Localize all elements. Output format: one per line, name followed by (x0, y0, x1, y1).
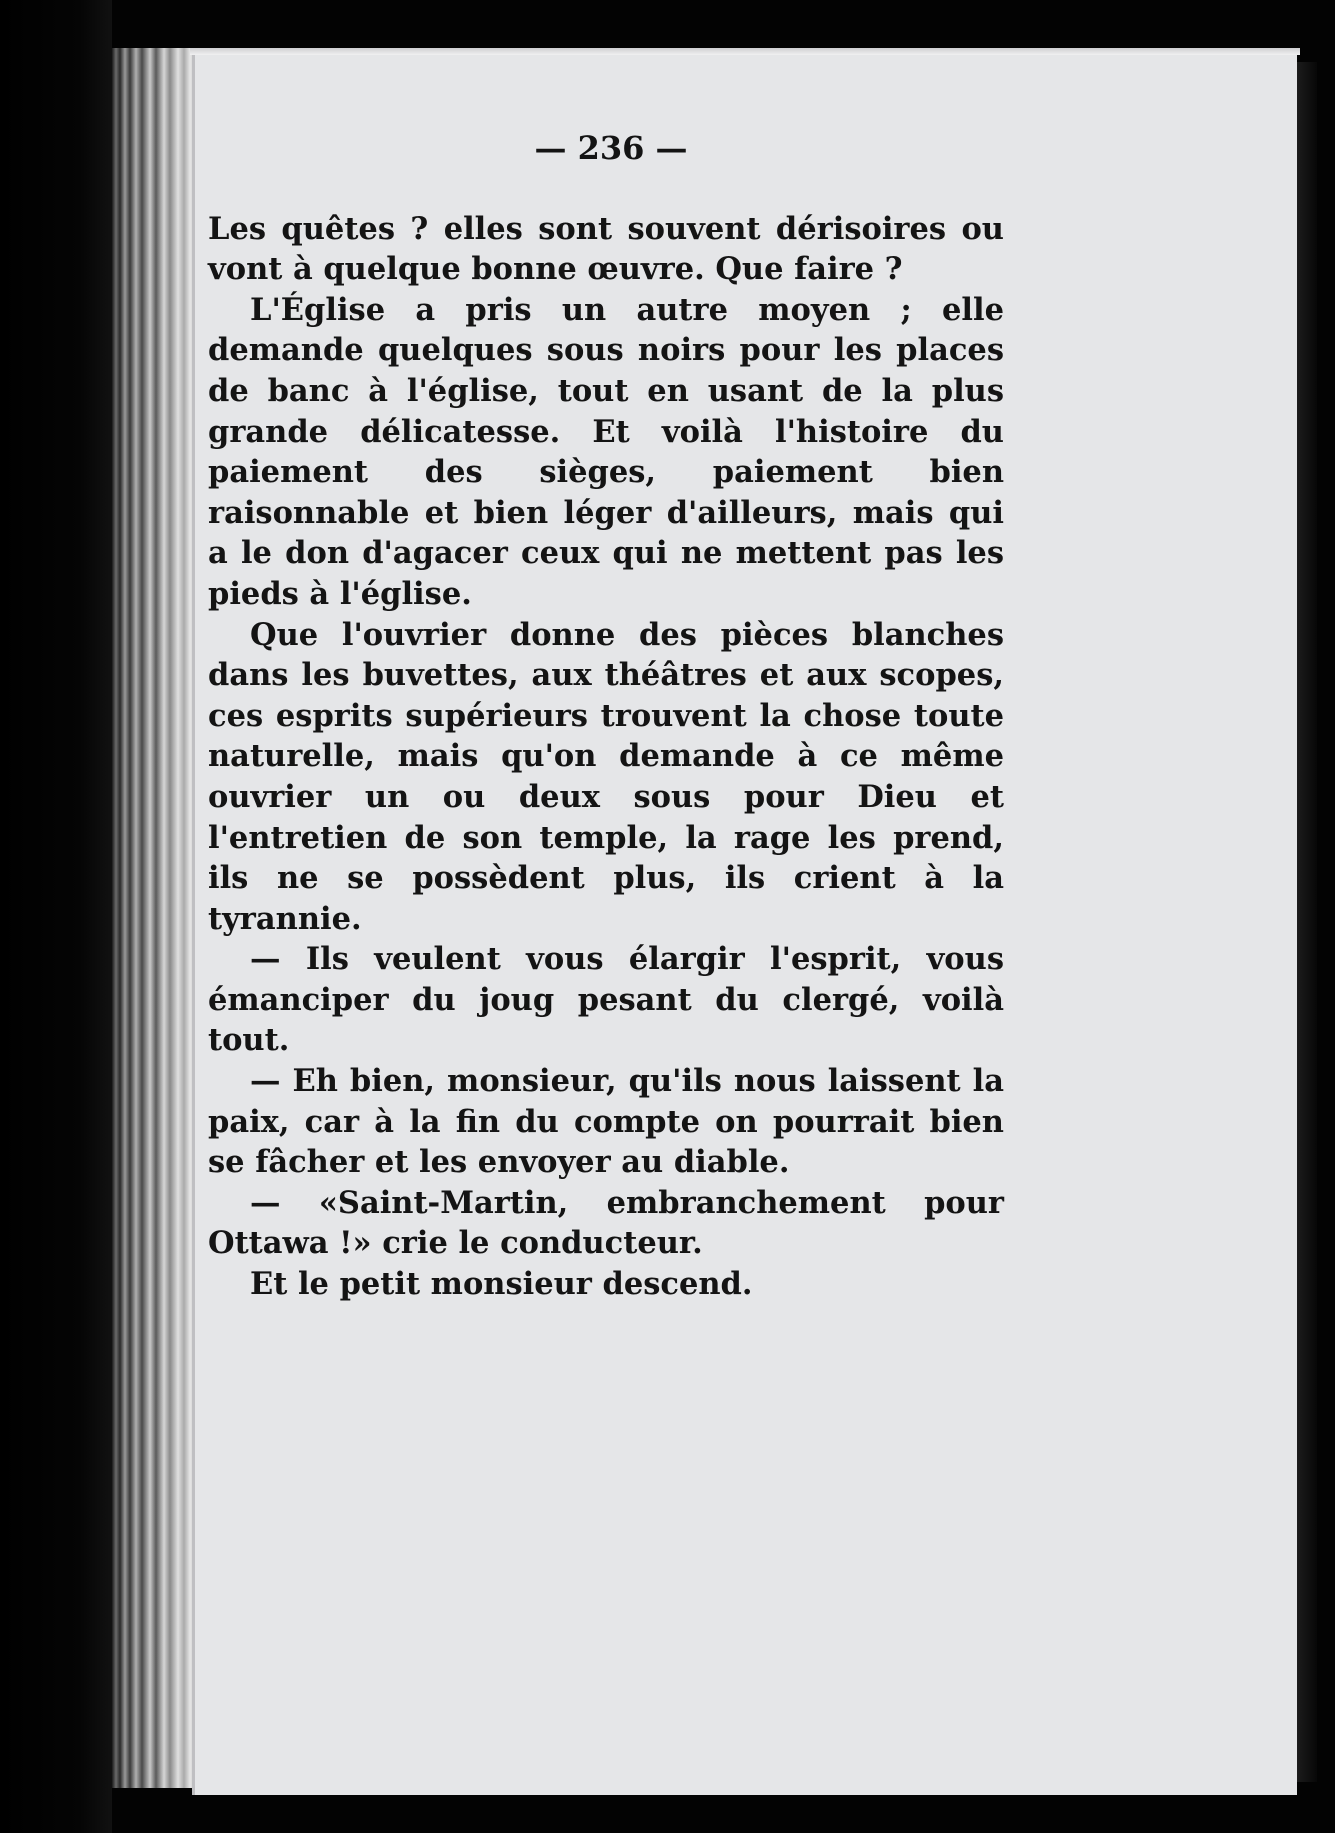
right-page-edge (1297, 62, 1317, 1782)
paragraph-1: Les quêtes ? elles sont souvent dérisoires ou vont à quelque bonne œuvre. Que faire ? (208, 210, 1004, 288)
page-text (208, 128, 1004, 1305)
binding-shadow (0, 0, 112, 1833)
paragraph-3: Que l'ouvrier donne des pièces blanches dans les buvettes, aux théâtres et aux scopes, ces esprits supérieurs trouvent la chose toute naturelle, mais qu'on demande à ce même ouvrier un ou deux sous pour Dieu et l'entretien de son temple, la rage les prend, ils ne se possèdent plus, ils crient à la tyrannie. (208, 616, 1004, 937)
page-number: — 236 — (534, 129, 688, 167)
paragraph-6: — «Saint-Martin, embranchement pour Ottawa !» crie le conducteur. (208, 1184, 1004, 1262)
page-top-edge (190, 48, 1300, 55)
paragraph-7: Et le petit monsieur descend. (250, 1266, 753, 1303)
paragraph-4: — Ils veulent vous élargir l'esprit, vous émanciper du joug pesant du clergé, voilà tout. (208, 941, 1004, 1059)
paragraph-2: L'Église a pris un autre moyen ; elle demande quelques sous noirs pour les places de banc à l'église, tout en usant de la plus grande délicatesse. Et voilà l'histoire du paiement des sièges, paiement bien raisonnable et bien léger d'ailleurs, mais qui a le don d'agacer ceux qui ne mettent pas les pieds à l'église. (208, 291, 1004, 612)
page-edges (112, 48, 194, 1788)
paragraph-5: — Eh bien, monsieur, qu'ils nous laissent la paix, car à la fin du compte on pourrait bien se fâcher et les envoyer au diable. (208, 1063, 1004, 1181)
